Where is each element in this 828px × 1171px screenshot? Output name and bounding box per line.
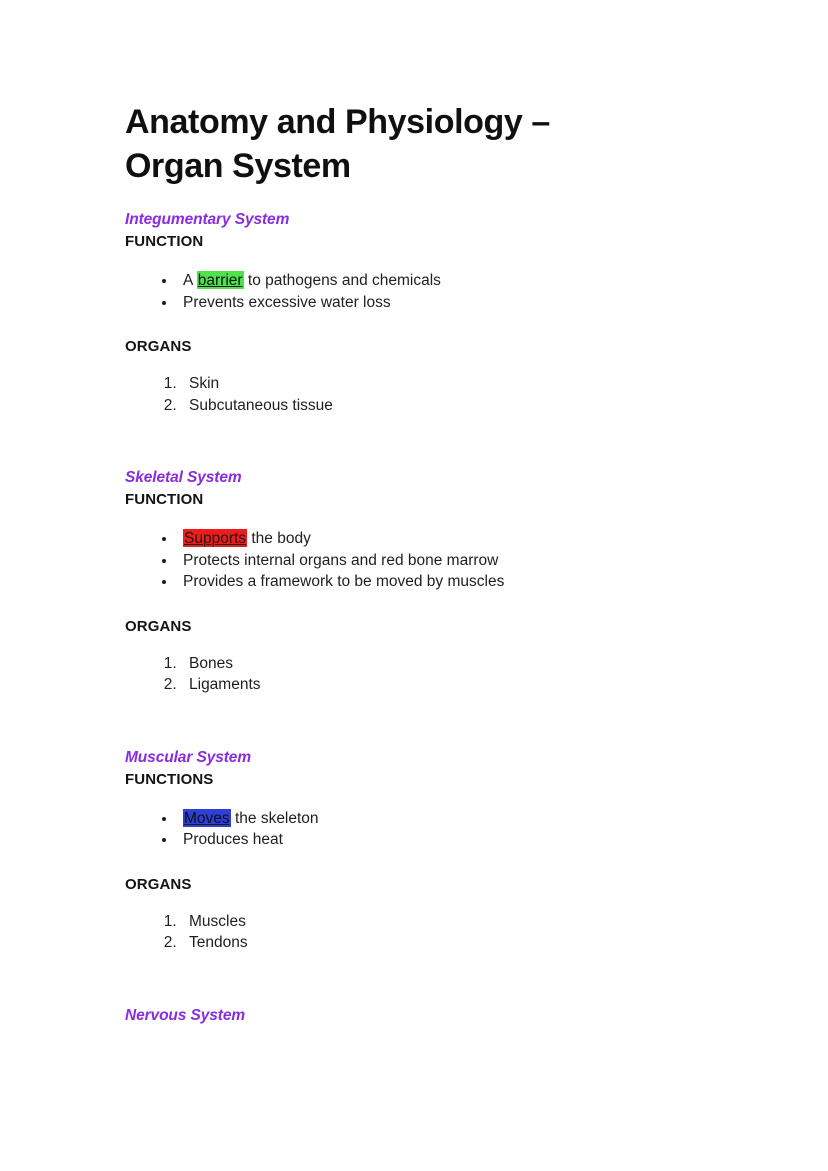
organ-system-section <box>125 210 703 416</box>
list-item: 2. Subcutaneous tissue <box>181 395 703 417</box>
list-item <box>177 571 703 593</box>
system-heading: Skeletal System <box>125 469 242 486</box>
highlighted-term: barrier <box>197 272 243 289</box>
page-title: Anatomy and Physiology – Organ System <box>125 103 550 185</box>
text-suffix: the skeleton <box>230 809 319 827</box>
text-suffix: the body <box>247 530 311 547</box>
organ-list <box>125 653 703 696</box>
function-label: FUNCTIONS <box>125 770 214 788</box>
list-item: 1. Bones <box>181 653 703 675</box>
list-item: 1. Skin <box>181 373 703 395</box>
function-list <box>125 270 703 313</box>
list-item <box>177 808 703 830</box>
list-item <box>177 270 703 292</box>
list-item-text: Prevents excessive water loss <box>183 293 391 311</box>
function-list <box>125 808 703 851</box>
list-item <box>177 528 703 550</box>
sections-container <box>125 210 703 1026</box>
list-item-text: Protects internal organs and red bone marrow <box>183 551 499 569</box>
organ-system-section <box>125 1006 703 1026</box>
organ-list <box>125 911 703 954</box>
list-item <box>177 550 703 572</box>
system-heading: Integumentary System <box>125 211 290 228</box>
organs-block <box>125 617 703 696</box>
function-list <box>125 528 703 593</box>
list-item: 1. Muscles <box>181 911 703 933</box>
system-heading: Nervous System <box>125 1006 246 1024</box>
list-item-text: Provides a framework to be moved by muscles <box>183 573 505 590</box>
organ-system-section <box>125 748 703 954</box>
highlighted-term: Supports <box>184 530 247 547</box>
text-suffix: to pathogens and chemicals <box>243 272 441 289</box>
function-label: FUNCTION <box>125 491 204 508</box>
organs-block <box>125 875 703 954</box>
organs-label: ORGANS <box>125 617 192 635</box>
text-prefix: A <box>183 272 197 289</box>
organs-label: ORGANS <box>125 338 192 355</box>
list-item: 2. Tendons <box>181 932 703 954</box>
list-item-text: Produces heat <box>183 831 283 848</box>
organs-label: ORGANS <box>125 875 192 893</box>
highlighted-term: Moves <box>184 809 230 827</box>
organ-system-section <box>125 468 703 696</box>
function-label: FUNCTION <box>125 233 204 250</box>
system-heading: Muscular System <box>125 748 251 766</box>
organ-list <box>125 373 703 416</box>
list-item: 2. Ligaments <box>181 674 703 696</box>
list-item <box>177 292 703 314</box>
list-item <box>177 829 703 851</box>
organs-block <box>125 337 703 416</box>
